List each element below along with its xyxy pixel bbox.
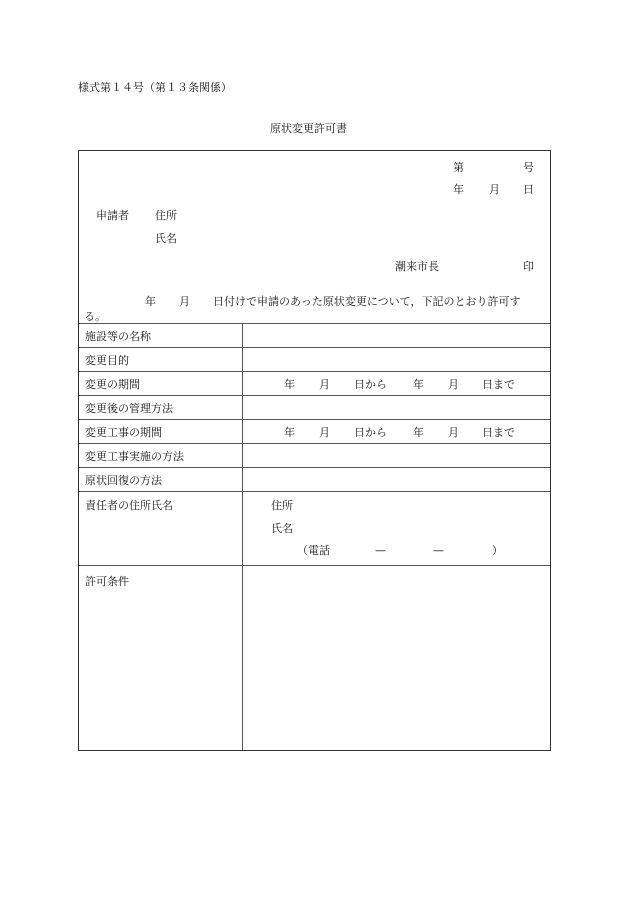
responsible-address-label: 住所 — [271, 499, 293, 512]
row-label-management-method: 変更後の管理方法 — [85, 402, 173, 415]
row-label-restoration-method: 原状回復の方法 — [85, 474, 162, 487]
divider — [79, 419, 550, 420]
applicant-label: 申請者 — [96, 209, 129, 222]
row-label-conditions: 許可条件 — [85, 575, 129, 588]
permit-form — [78, 150, 551, 751]
row-label-change-period: 変更の期間 — [85, 378, 140, 391]
change-period-month-start: 月 — [319, 378, 330, 391]
change-period-month-end: 月 — [448, 378, 459, 391]
change-period-from: 日から — [354, 378, 387, 391]
responsible-name-label: 氏名 — [271, 522, 293, 535]
applicant-address-label: 住所 — [155, 209, 177, 222]
seal-mark: 印 — [523, 260, 534, 273]
date-day: 日 — [523, 183, 534, 196]
body-year: 年 — [145, 295, 156, 308]
construction-period-year-end: 年 — [413, 426, 424, 439]
construction-period-month-end: 月 — [448, 426, 459, 439]
divider — [79, 443, 550, 444]
phone-dash-2: — — [433, 544, 444, 557]
divider — [79, 491, 550, 492]
divider — [79, 347, 550, 348]
construction-period-from: 日から — [354, 426, 387, 439]
body-month: 月 — [179, 295, 190, 308]
change-period-until: 日まで — [482, 378, 515, 391]
divider — [79, 395, 550, 396]
number-go: 号 — [523, 161, 534, 174]
change-period-year-end: 年 — [413, 378, 424, 391]
column-divider — [242, 323, 243, 750]
construction-period-month-start: 月 — [319, 426, 330, 439]
construction-period-until: 日まで — [482, 426, 515, 439]
change-period-year-start: 年 — [284, 378, 295, 391]
date-year: 年 — [453, 183, 464, 196]
mayor-title: 潮来市長 — [395, 260, 439, 273]
construction-period-year-start: 年 — [284, 426, 295, 439]
divider — [79, 565, 550, 566]
divider — [79, 371, 550, 372]
row-label-responsible-person: 責任者の住所氏名 — [85, 499, 173, 512]
applicant-name-label: 氏名 — [155, 232, 177, 245]
number-dai: 第 — [453, 161, 464, 174]
row-label-construction-period: 変更工事の期間 — [85, 426, 162, 439]
row-label-construction-method: 変更工事実施の方法 — [85, 450, 184, 463]
body-text-cont: る。 — [84, 310, 106, 323]
date-month: 月 — [489, 183, 500, 196]
phone-close: ） — [492, 544, 503, 557]
document-title: 原状変更許可書 — [270, 122, 347, 135]
row-label-facility-name: 施設等の名称 — [85, 330, 151, 343]
body-text: 日付けで申請のあった原状変更について，下記のとおり許可す — [213, 295, 521, 308]
row-label-purpose: 変更目的 — [85, 354, 129, 367]
form-number: 様式第１４号（第１３条関係） — [78, 81, 232, 94]
phone-dash-1: — — [375, 544, 386, 557]
phone-open: （電話 — [297, 544, 330, 557]
divider — [79, 323, 550, 324]
divider — [79, 467, 550, 468]
